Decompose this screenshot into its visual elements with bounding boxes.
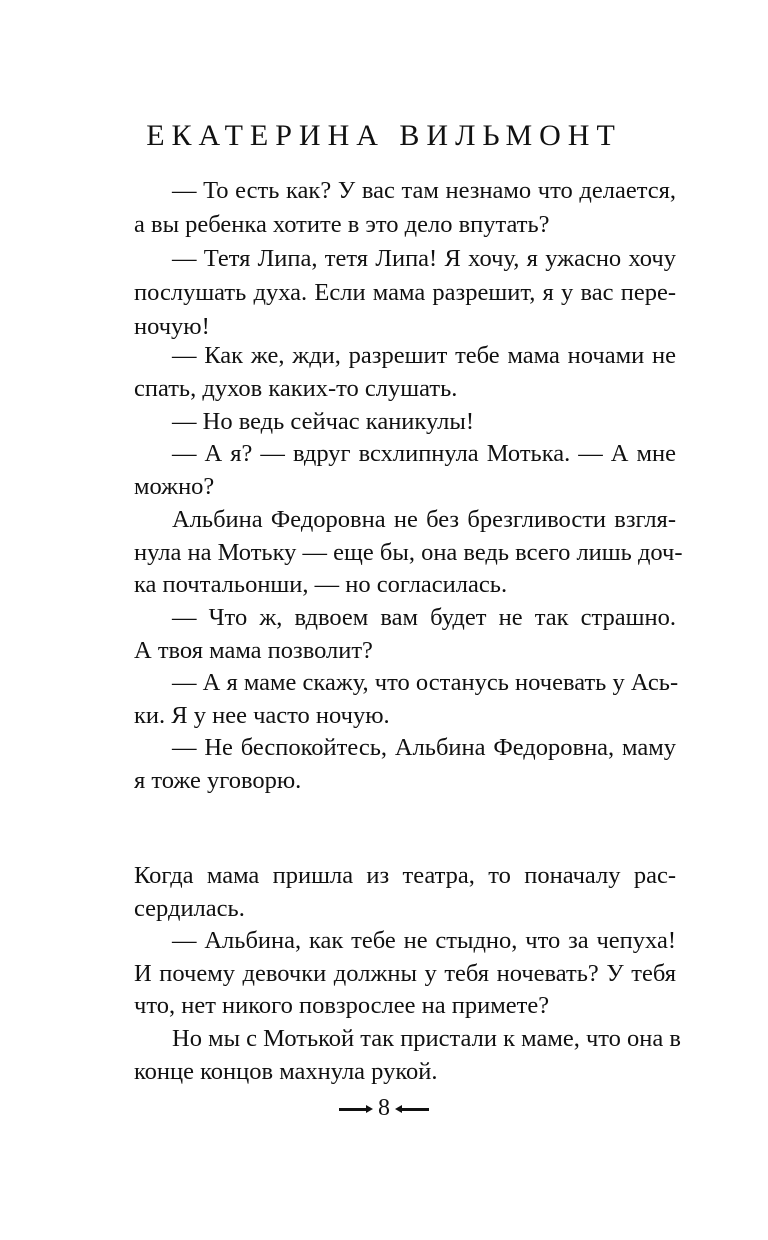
text-line: Когда мама пришла из театра, то поначалу рас- bbox=[134, 862, 676, 889]
page-number: 8 bbox=[378, 1095, 390, 1121]
text-line: — Но ведь сейчас каникулы! bbox=[172, 408, 474, 435]
text-line: А твоя мама позволит? bbox=[134, 637, 373, 664]
text-line: — Тетя Липа, тетя Липа! Я хочу, я ужасно хочу bbox=[172, 245, 676, 272]
text-line: Альбина Федоровна не без брезгливости взгля- bbox=[172, 506, 676, 533]
text-line: — Не беспокойтесь, Альбина Федоровна, маму bbox=[172, 734, 676, 761]
text-line: ка почтальонши, — но согласилась. bbox=[134, 571, 508, 598]
text-line: Но мы с Мотькой так пристали к маме, что она в bbox=[172, 1025, 681, 1052]
text-line: конце концов махнула рукой. bbox=[134, 1058, 438, 1085]
text-line: ки. Я у нее часто ночую. bbox=[134, 702, 390, 729]
text-line: можно? bbox=[134, 473, 215, 500]
text-line: сердилась. bbox=[134, 895, 245, 922]
text-line: спать, духов каких-то слушать. bbox=[134, 375, 458, 402]
running-header: ЕКАТЕРИНА ВИЛЬМОНТ bbox=[146, 119, 622, 152]
text-line: — А я маме скажу, что останусь ночевать у Ась- bbox=[172, 669, 679, 696]
text-line: ночую! bbox=[134, 313, 210, 340]
text-line: а вы ребенка хотите в это дело впутать? bbox=[134, 211, 550, 238]
text-line: — Альбина, как тебе не стыдно, что за чепуха! bbox=[172, 927, 676, 954]
text-line: — Как же, жди, разрешит тебе мама ночами не bbox=[172, 342, 676, 369]
text-line: нула на Мотьку — еще бы, она ведь всего лишь доч- bbox=[134, 539, 683, 566]
footer-ornament-left-icon bbox=[339, 1108, 369, 1111]
text-line: я тоже уговорю. bbox=[134, 767, 302, 794]
text-line: — То есть как? У вас там незнамо что делается, bbox=[172, 177, 676, 204]
text-line: — Что ж, вдвоем вам будет не так страшно. bbox=[172, 604, 676, 631]
text-line: — А я? — вдруг всхлипнула Мотька. — А мне bbox=[172, 440, 676, 467]
text-line: послушать духа. Если мама разрешит, я у вас пере- bbox=[134, 279, 676, 306]
footer-ornament-right-icon bbox=[399, 1108, 429, 1111]
text-line: что, нет никого повзрослее на примете? bbox=[134, 992, 550, 1019]
text-line: И почему девочки должны у тебя ночевать? У тебя bbox=[134, 960, 676, 987]
page-footer bbox=[0, 1093, 768, 1123]
